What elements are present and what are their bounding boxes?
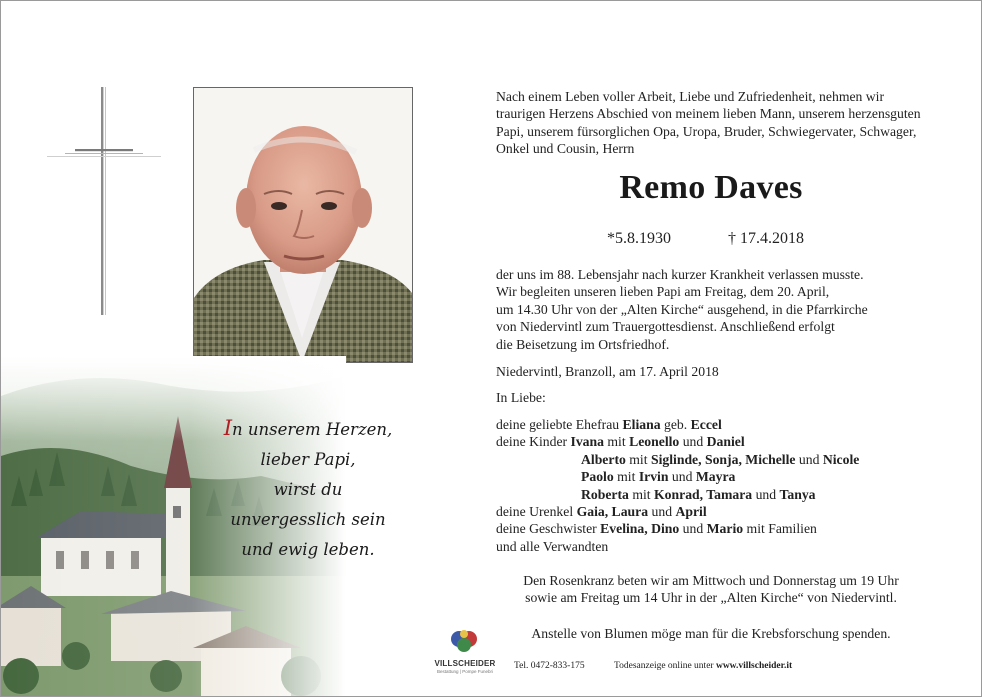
deceased-name: Remo Daves xyxy=(619,169,803,206)
portrait-photo xyxy=(193,87,413,363)
poem-line-3: wirst du xyxy=(273,480,343,499)
crest-icon xyxy=(449,625,479,655)
mourner-great-grandchildren: deine Urenkel Gaia, Laura und April xyxy=(496,504,707,520)
mourners-list xyxy=(496,416,926,555)
poem-line-2: lieber Papi, xyxy=(260,450,356,469)
poem-line-4: unvergesslich sein xyxy=(230,510,386,529)
brand-name: VILLSCHEIDER xyxy=(434,659,496,668)
poem xyxy=(213,413,403,565)
donation-notice: Anstelle von Blumen möge man für die Krebsforschung spenden. xyxy=(531,626,891,641)
mourner-wife: deine geliebte Ehefrau Eliana geb. Eccel xyxy=(496,417,722,432)
place-date: Niedervintl, Branzoll, am 17. April 2018 xyxy=(496,364,719,379)
death-date: † 17.4.2018 xyxy=(728,230,804,247)
funeral-details: der uns im 88. Lebensjahr nach kurzer Krankheit verlassen musste. Wir begleiten unseren lieben Papi am Freitag, dem 20. April, um 14.30 Uhr von der „Alten Kirche“ ausgehend, in die Pfarrkirche von Niedervintl zum Trauergottesdienst. Anschließend erfolgt die Beisetzung im Ortsfriedhof. xyxy=(496,267,868,352)
mourner-kids-1: deine Kinder Ivana mit Leonello und Daniel xyxy=(496,434,745,450)
phone-number: Tel. 0472-833-175 xyxy=(514,661,585,671)
mourner-relatives: und alle Verwandten xyxy=(496,538,609,554)
footer xyxy=(434,625,801,675)
poem-line-1: In unserem Herzen, xyxy=(223,416,393,440)
in-love-heading: In Liebe: xyxy=(496,390,546,405)
brand-subtitle: Bestattung | Pompe Funebri xyxy=(437,669,493,674)
villscheider-logo xyxy=(441,625,487,660)
intro-text: Nach einem Leben voller Arbeit, Liebe und Zufriedenheit, nehmen wir traurigen Herzens Abschied von meinem lieben Mann, unserem herzensguten Papi, unserem fürsorglichen Opa, Uropa, Bruder, Schwiegervater, Schwager, Onkel und Cousin, Herrn xyxy=(496,89,921,157)
mourner-kids-4: Roberta mit Konrad, Tamara und Tanya xyxy=(581,486,816,502)
mourner-kids-3: Paolo mit Irvin und Mayra xyxy=(581,469,736,485)
mourner-kids-2: Alberto mit Siglinde, Sonja, Michelle und Nicole xyxy=(581,451,860,467)
mourner-siblings: deine Geschwister Evelina, Dino und Mario mit Familien xyxy=(496,521,817,537)
poem-initial: I xyxy=(223,416,232,440)
rosary-notice: Den Rosenkranz beten wir am Mittwoch und Donnerstag um 19 Uhr sowie am Freitag um 14 Uhr in der „Alten Kirche“ von Niedervintl. xyxy=(523,573,899,606)
poem-line-5: und ewig leben. xyxy=(241,540,375,559)
cross-icon xyxy=(47,87,161,315)
online-notice: Todesanzeige online unter www.villscheider.it xyxy=(614,661,793,671)
website-link[interactable]: www.villscheider.it xyxy=(715,661,793,671)
birth-date: *5.8.1930 xyxy=(607,230,671,247)
